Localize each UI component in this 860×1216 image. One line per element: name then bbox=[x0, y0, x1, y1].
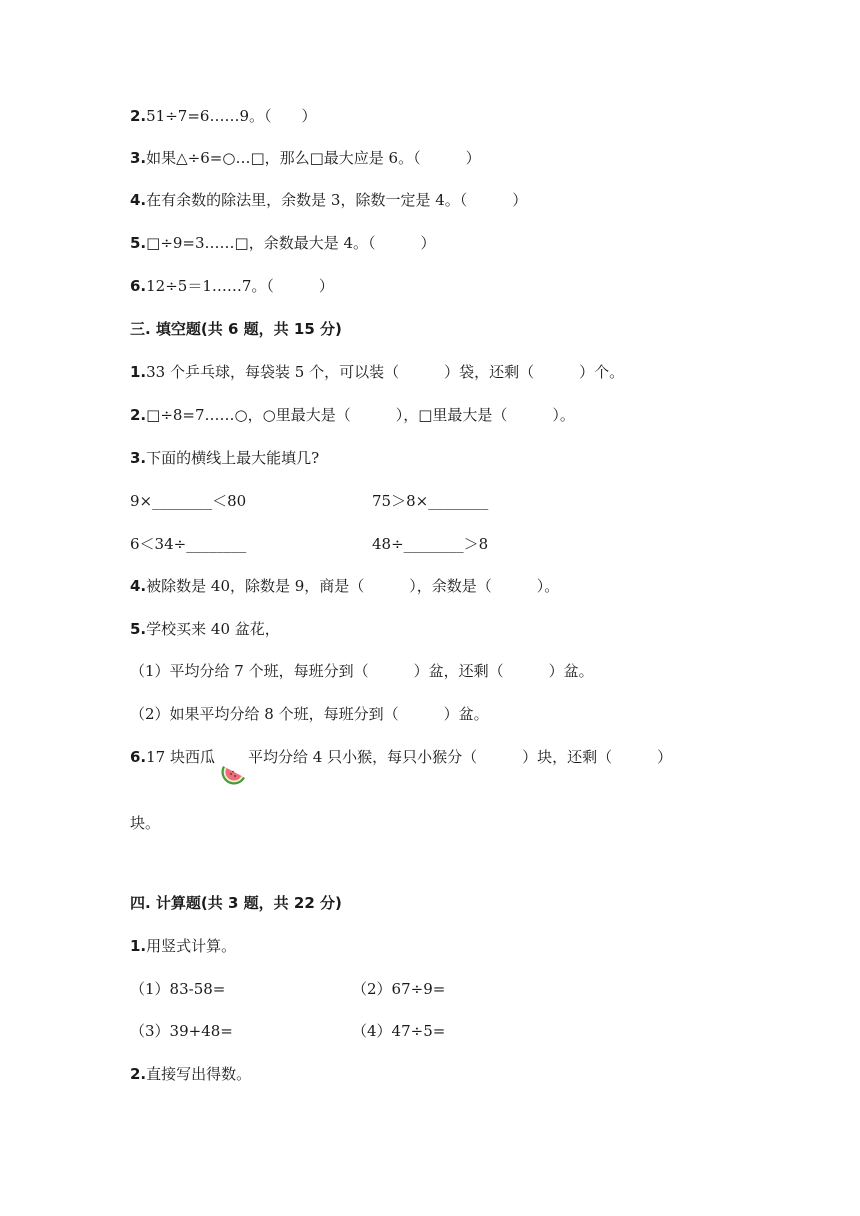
item-text: 下面的横线上最大能填几? bbox=[146, 449, 320, 467]
item-text: 在有余数的除法里，余数是 3，除数一定是 4。（ ） bbox=[146, 191, 528, 209]
fill-item-4 bbox=[130, 576, 559, 596]
fill-item-5-sub-1: （1）平均分给 7 个班，每班分到（ ）盆，还剩（ ）盆。 bbox=[130, 662, 594, 680]
judge-item-2 bbox=[130, 106, 317, 126]
item-number: 2. bbox=[130, 107, 147, 125]
item-text: □÷8=7……○，○里最大是（ ），□里最大是（ ）。 bbox=[146, 406, 575, 424]
inequality-right: 48÷________＞8 bbox=[372, 535, 489, 553]
judge-item-4 bbox=[130, 190, 527, 210]
calc-row-2-left: （3）39+48= bbox=[130, 1022, 233, 1040]
watermelon-image bbox=[220, 760, 248, 788]
item-number: 3. bbox=[130, 449, 147, 467]
judge-item-5 bbox=[130, 233, 436, 253]
fill-item-2 bbox=[130, 405, 575, 425]
calc-row-1-right: （2）67÷9= bbox=[352, 980, 446, 998]
inequality-row-1 bbox=[130, 491, 246, 511]
item-number: 5. bbox=[130, 234, 147, 252]
item-text: 33 个乒乓球，每袋装 5 个，可以装（ ）袋，还剩（ ）个。 bbox=[146, 363, 625, 381]
judge-item-6 bbox=[130, 276, 334, 296]
fill-item-6-continuation: 块。 bbox=[130, 814, 161, 832]
item-number: 4. bbox=[130, 191, 147, 209]
inequality-row-2 bbox=[130, 534, 246, 554]
fill-item-5-sub-2: （2）如果平均分给 8 个班，每班分到（ ）盆。 bbox=[130, 705, 489, 723]
item-text: 直接写出得数。 bbox=[146, 1065, 252, 1083]
fill-item-6 bbox=[130, 747, 215, 767]
section-heading-calculation: 四. 计算题(共 3 题，共 22 分) bbox=[130, 894, 342, 912]
item-text-b: 平均分给 4 只小猴，每只小猴分（ ）块，还剩（ ） bbox=[248, 748, 673, 766]
calc-row-2-right: （4）47÷5= bbox=[352, 1022, 446, 1040]
item-text-a: 17 块西瓜 bbox=[146, 748, 215, 766]
item-text: 12÷5＝1……7。（ ） bbox=[146, 277, 334, 295]
item-text: 学校买来 40 盆花， bbox=[146, 620, 280, 638]
calc-row-1-left: （1）83-58= bbox=[130, 980, 226, 998]
section-heading-fill-in: 三. 填空题(共 6 题，共 15 分) bbox=[130, 320, 342, 338]
judge-item-3 bbox=[130, 148, 481, 168]
item-text: 被除数是 40，除数是 9，商是（ ），余数是（ ）。 bbox=[146, 577, 560, 595]
item-number: 2. bbox=[130, 1065, 147, 1083]
item-text: 用竖式计算。 bbox=[146, 937, 237, 955]
item-number: 1. bbox=[130, 363, 147, 381]
calc-item-2 bbox=[130, 1064, 251, 1084]
item-text: 如果△÷6=○…□，那么□最大应是 6。（ ） bbox=[146, 149, 481, 167]
fill-item-3 bbox=[130, 448, 319, 468]
item-number: 3. bbox=[130, 149, 147, 167]
item-number: 5. bbox=[130, 620, 147, 638]
item-number: 1. bbox=[130, 937, 147, 955]
item-number: 4. bbox=[130, 577, 147, 595]
fill-item-1 bbox=[130, 362, 624, 382]
item-number: 6. bbox=[130, 748, 147, 766]
fill-item-5 bbox=[130, 619, 280, 639]
inequality-left: 9×________＜80 bbox=[130, 492, 247, 510]
inequality-left: 6＜34÷________ bbox=[130, 535, 247, 553]
item-number: 6. bbox=[130, 277, 147, 295]
item-text: □÷9=3……□，余数最大是 4。（ ） bbox=[146, 234, 436, 252]
calc-item-1 bbox=[130, 936, 236, 956]
item-text: 51÷7=6……9。（ ） bbox=[146, 107, 317, 125]
inequality-right: 75＞8×________ bbox=[372, 492, 489, 510]
item-number: 2. bbox=[130, 406, 147, 424]
